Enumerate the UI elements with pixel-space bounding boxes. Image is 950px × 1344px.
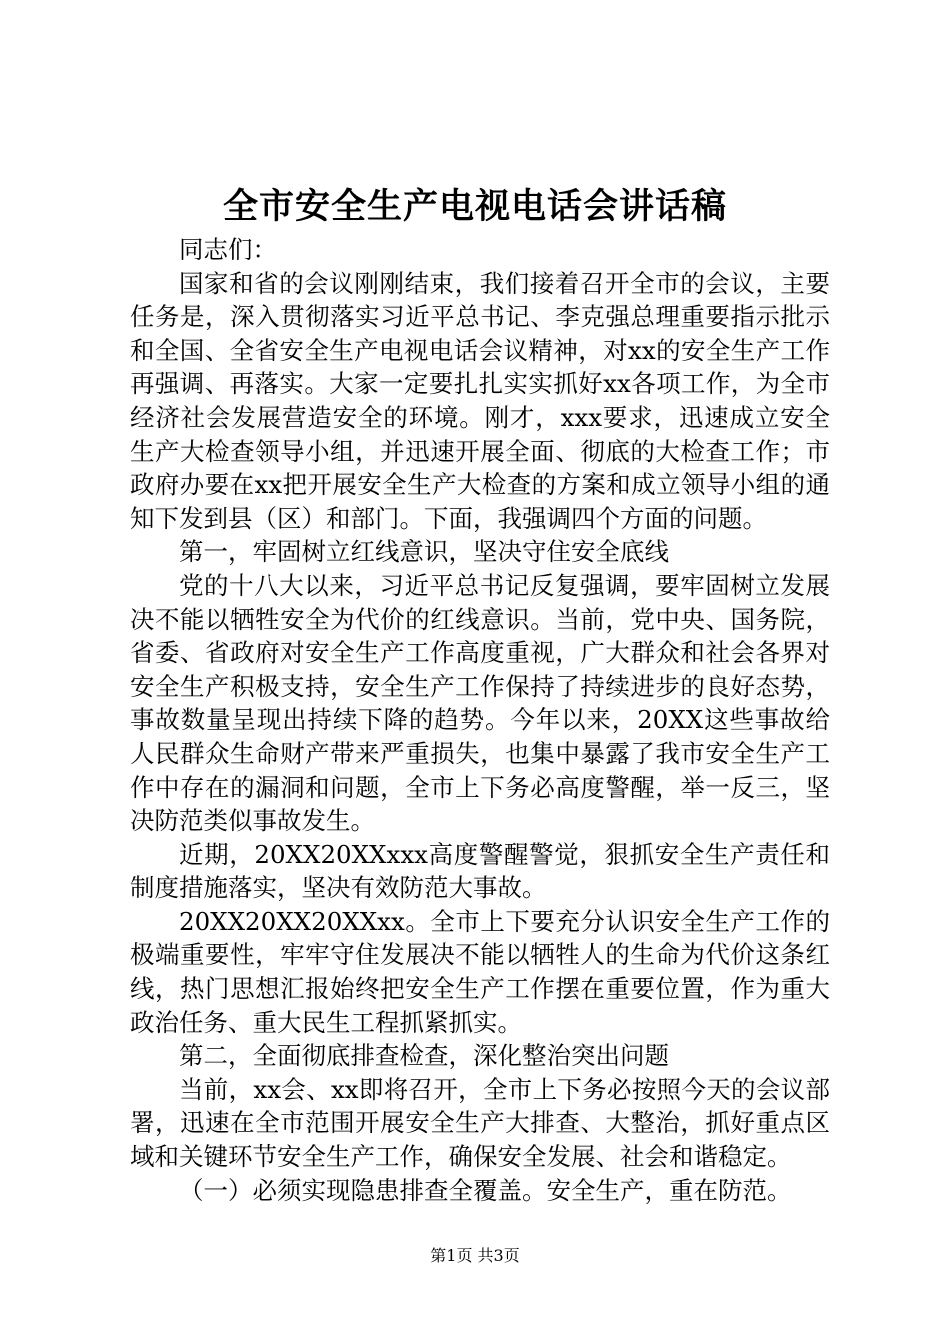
paragraph-salutation: 同志们： [179, 235, 277, 264]
paragraph: 近期，20XX20XXxxx高度警醒警觉，狠抓安全生产责任和制度措施落实，坚决有效防范大事故。 [130, 839, 830, 903]
page-footer: 第1页 共3页 [430, 1246, 520, 1265]
section-heading-1: 第一，牢固树立红线意识，坚决守住安全底线 [179, 537, 669, 567]
document-title: 全市安全生产电视电话会讲话稿 [222, 186, 727, 227]
paragraph: （一）必须实现隐患排查全覆盖。安全生产，重在防范。 [179, 1175, 792, 1205]
section-heading-2: 第二，全面彻底排查检查，深化整治突出问题 [179, 1041, 669, 1071]
paragraph-intro: 国家和省的会议刚刚结束，我们接着召开全市的会议，主要任务是，深入贯彻落实习近平总书记、李克强总理重要指示批示和全国、全省安全生产电视电话会议精神，对xx的安全生产工作再强调、再落实。大家一定要扎扎实实抓好xx各项工作，为全市经济社会发展营造安全的环境。刚才，xxx要求，迅速成立安全生产大检查领导小组，并迅速开展全面、彻底的大检查工作；市政府办要在xx把开展安全生产大检查的方案和成立领导小组的通知下发到县（区）和部门。下面，我强调四个方面的问题。 [130, 268, 830, 533]
document-body [130, 233, 830, 1207]
paragraph: 当前，xx会、xx即将召开，全市上下务必按照今天的会议部署，迅速在全市范围开展安全生产大排查、大整治，抓好重点区域和关键环节安全生产工作，确保安全发展、社会和谐稳定。 [130, 1074, 830, 1172]
paragraph: 20XX20XX20XXxx。全市上下要充分认识安全生产工作的极端重要性，牢牢守住发展决不能以牺牲人的生命为代价这条红线，热门思想汇报始终把安全生产工作摆在重要位置，作为重大政治任务、重大民生工程抓紧抓实。 [130, 906, 830, 1037]
paragraph: 党的十八大以来，习近平总书记反复强调，要牢固树立发展决不能以牺牲安全为代价的红线意识。当前，党中央、国务院，省委、省政府对安全生产工作高度重视，广大群众和社会各界对安全生产积极支持，安全生产工作保持了持续进步的良好态势，事故数量呈现出持续下降的趋势。今年以来，20XX这些事故给人民群众生命财产带来严重损失，也集中暴露了我市安全生产工作中存在的漏洞和问题，全市上下务必高度警醒，举一反三，坚决防范类似事故发生。 [130, 570, 830, 836]
